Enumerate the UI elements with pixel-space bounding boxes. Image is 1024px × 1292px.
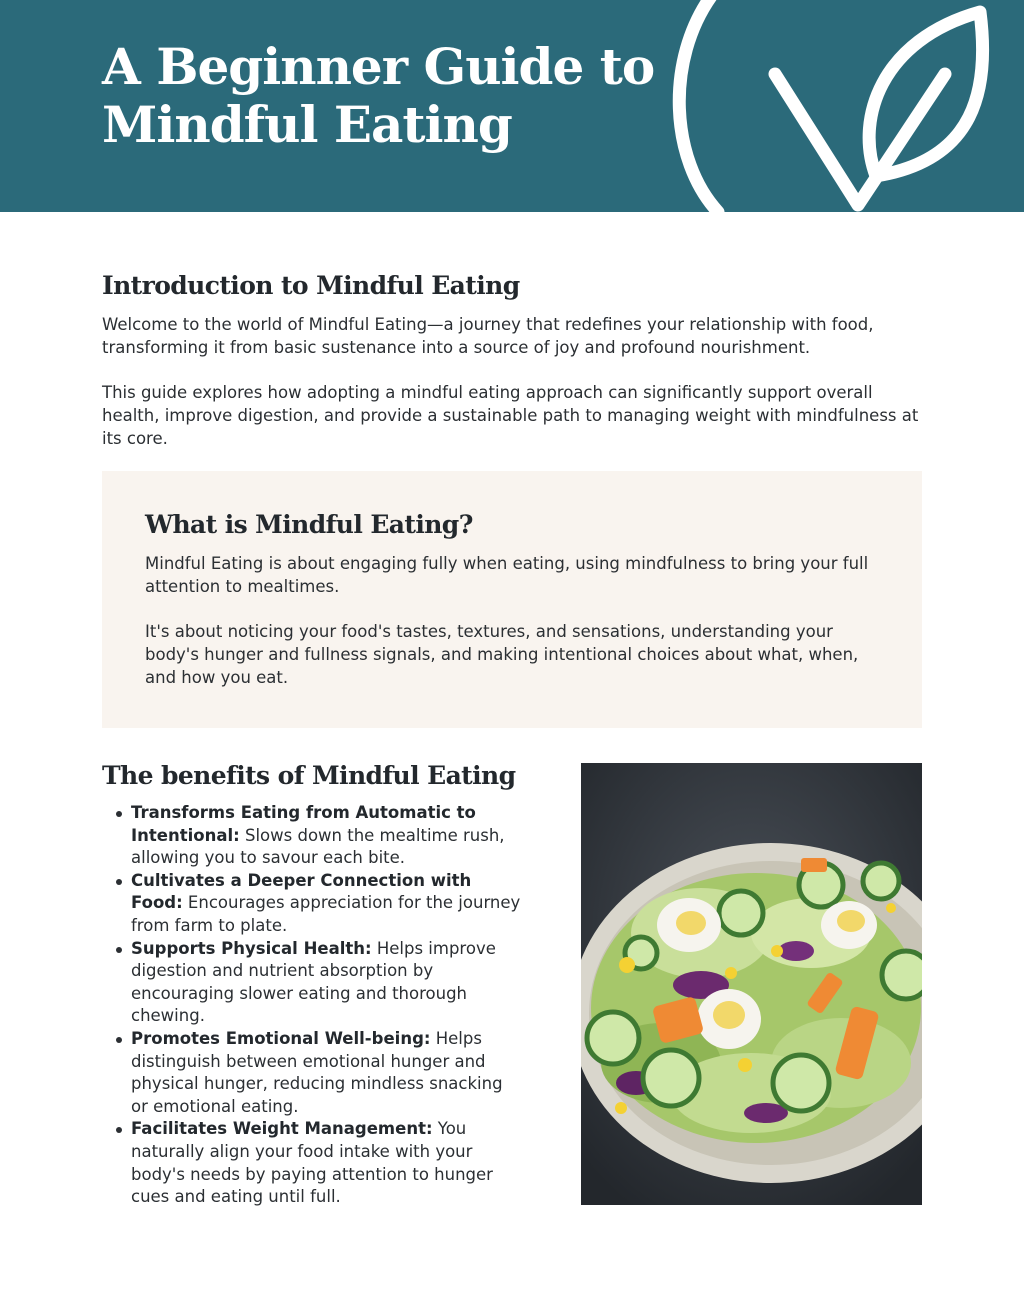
what-paragraph: Mindful Eating is about engaging fully when eating, using mindfulness to bring your full attention to mealtimes. bbox=[145, 554, 869, 596]
benefit-text: Encourages appreciation for the journey from farm to plate. bbox=[131, 893, 521, 935]
what-heading: What is Mindful Eating? bbox=[145, 510, 473, 539]
intro-paragraph: This guide explores how adopting a mindful eating approach can significantly support overall health, improve digestion, and provide a sustainable path to managing weight with mindfulness at its core. bbox=[102, 383, 919, 448]
benefit-title: Facilitates Weight Management: bbox=[131, 1119, 433, 1139]
benefit-item bbox=[102, 1028, 522, 1118]
benefit-title: Transforms Eating from Automatic to Intentional: bbox=[131, 803, 476, 845]
benefit-title: Cultivates a Deeper Connection with Food: bbox=[131, 870, 472, 913]
benefit-text: You naturally align your food intake with your body's needs by paying attention to hunger cues and eating until full. bbox=[131, 1119, 493, 1207]
benefit-item bbox=[102, 1118, 522, 1208]
benefit-item bbox=[102, 802, 522, 870]
benefit-item bbox=[102, 938, 522, 1028]
benefit-title: Promotes Emotional Well-being: bbox=[131, 1028, 431, 1048]
salad-bowl-photo bbox=[581, 763, 922, 1205]
intro-heading: Introduction to Mindful Eating bbox=[102, 271, 520, 300]
what-paragraph: It's about noticing your food's tastes, textures, and sensations, understanding your body's hunger and fullness signals, and making intentional choices about what, when, and how you eat. bbox=[145, 622, 859, 687]
header-banner bbox=[0, 0, 1024, 212]
benefits-section bbox=[102, 760, 522, 1209]
salad-illustration bbox=[581, 763, 922, 1205]
intro-paragraph: Welcome to the world of Mindful Eating—a journey that redefines your relationship with food, transforming it from basic sustenance into a source of joy and profound nourishment. bbox=[102, 315, 874, 357]
benefit-title: Supports Physical Health: bbox=[131, 938, 372, 958]
benefit-text: Slows down the mealtime rush, allowing you to savour each bite. bbox=[131, 825, 505, 868]
page-title: A Beginner Guide to Mindful Eating bbox=[102, 37, 655, 154]
benefit-item bbox=[102, 870, 522, 938]
benefit-text: Helps improve digestion and nutrient absorption by encouraging slower eating and thorough chewing. bbox=[131, 938, 496, 1026]
benefit-text: Helps distinguish between emotional hunger and physical hunger, reducing mindless snacking or emotional eating. bbox=[131, 1028, 503, 1116]
benefits-heading: The benefits of Mindful Eating bbox=[102, 761, 516, 790]
intro-section bbox=[102, 270, 932, 450]
benefits-list bbox=[102, 802, 522, 1209]
what-is-callout bbox=[102, 471, 922, 728]
leaf-icon bbox=[0, 0, 1024, 212]
